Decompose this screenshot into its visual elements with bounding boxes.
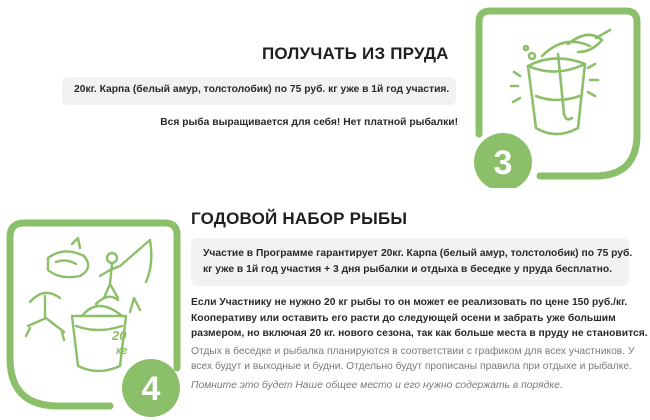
section-3-badge: [460, 6, 650, 188]
section-3-title: ПОЛУЧАТЬ ИЗ ПРУДА: [262, 44, 449, 63]
section-4-title: ГОДОВОЙ НАБОР РЫБЫ: [191, 209, 408, 228]
section-3-subtext: Вся рыба выращивается для себя! Нет платной рыбалки!: [160, 117, 458, 128]
section-4-highlight: [191, 238, 633, 286]
fishing-and-leisure-icon: [26, 238, 151, 371]
bucket-label-unit: кг: [116, 345, 128, 357]
section-4-paragraph-line: Если Участнику не нужно 20 кг рыбы то он может ее реализовать по цене 150 руб./кг.: [191, 297, 628, 308]
section-4-highlight-line: кг уже в 1й год участия + 3 дня рыбалки и отдыха в беседке у пруда бесплатно.: [203, 264, 613, 275]
section-4-paragraph-line: размером, но включая 20 кг. нового сезона, так как больше места в пруду не становится.: [191, 328, 648, 339]
section-4-highlight-line: Участие в Программе гарантирует 20кг. Карпа (белый амур, толстолобик) по 75 руб.: [203, 248, 633, 259]
section-4-note: [191, 344, 635, 374]
section-3-number: 3: [493, 144, 513, 182]
section-3-highlight: 20кг. Карпа (белый амур, толстолобик) по 75 руб. кг уже в 1й год участия.: [62, 77, 456, 105]
section-4-paragraph-line: Кооперативу или оставить его расти до следующей осени и забрать уже большим: [191, 312, 616, 324]
section-4-number: 4: [141, 370, 161, 408]
bucket-label-weight: 20: [112, 328, 127, 343]
section-4-paragraph: [191, 295, 648, 342]
section-4-badge: [0, 218, 190, 420]
section-4-note-line: Отдых в беседке и рыбалка планируются в соответствии с графиком для всех участников. У: [191, 346, 635, 357]
section-4-italic-note: Помните это будет Наше общее место и его нужно содержать в порядке.: [191, 380, 563, 391]
section-4-note-line: всех будут и выходные и будни. Отдельно будут прописаны правила при отдыхе и рыбалке.: [191, 361, 633, 372]
bucket-with-fish-icon: [511, 30, 610, 134]
